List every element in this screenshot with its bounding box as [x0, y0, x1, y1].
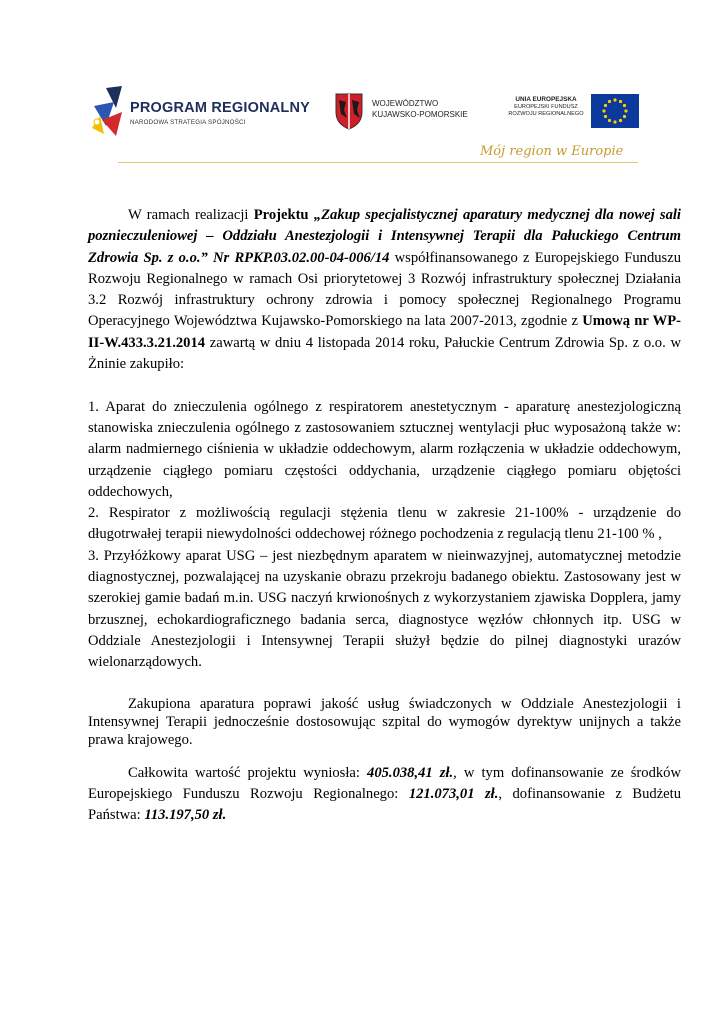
eu-line-2: EUROPEJSKI FUNDUSZ: [514, 103, 578, 110]
intro-text-1: W ramach realizacji: [128, 207, 254, 223]
list-item: 1. Aparat do znieczulenia ogólnego z respiratorem anestetycznym - aparaturę anestezjologiczną stanowiska znieczulenia ogólnego z zastosowaniem sztucznej wentylacji płuc wyposażoną także w: alarm nadmiernego ciśnienia w układzie oddechowym, alarm rozłączenia w układzie oddechowym, urządzenie ciągłego pomiaru częstości oddychania, urządzenie ciągłego pomiaru objętości oddechowych,: [88, 398, 681, 500]
total-cost: 405.038,41 zł.: [367, 764, 454, 781]
nss-emblem-icon: [92, 86, 128, 138]
eu-flag-icon: [591, 94, 639, 128]
efrr-cost: 121.073,01 zł.: [408, 786, 499, 803]
slogan: Mój region w Europie: [480, 144, 624, 159]
program-regionalny-logo: [92, 86, 311, 138]
region-line-1: WOJEWÓDZTWO: [372, 99, 439, 108]
project-title: „Zakup specjalistycznej aparatury medycznej dla nowej sali poznieczuleniowej – Oddziału Anestezjologii i Intensywnej Terapii dla Pałuckiego Centrum Zdrowia Sp. z o.o.” Nr RPKP.03.02.00-04-006/14: [88, 207, 681, 266]
document-body: [88, 205, 681, 827]
cost-paragraph: [88, 763, 681, 827]
project-label: Projektu: [253, 207, 314, 223]
cost-text-3: , dofinansowanie z Budżetu Państwa:: [88, 786, 682, 824]
list-item: 2. Respirator z możliwością regulacji stężenia tlenu w zakresie 21-100% - urządzenie do długotrwałej terapii niewydolności oddechowej różnego pochodzenia z regulacją tlenu 21-100 % ,: [88, 505, 681, 543]
region-line-2: KUJAWSKO-POMORSKIE: [372, 110, 468, 119]
program-title: PROGRAM REGIONALNY: [130, 100, 311, 116]
document-header: [0, 0, 725, 180]
intro-paragraph: [88, 205, 681, 375]
cost-text-1: Całkowita wartość projektu wyniosła:: [128, 764, 368, 781]
eu-line-3: ROZWOJU REGIONALNEGO: [508, 111, 584, 117]
eu-fund-logo: [505, 94, 640, 130]
agreement-number: Umową nr WP-II-W.433.3.21.2014: [88, 313, 681, 351]
coat-of-arms-icon: [334, 92, 364, 130]
kujawsko-pomorskie-logo: [334, 92, 484, 132]
cost-text-2: , w tym dofinansowanie ze środków Europejskiego Funduszu Rozwoju Regionalnego:: [88, 764, 681, 803]
header-divider: [118, 162, 638, 163]
intro-text-2: współfinansowanego z Europejskiego Funduszu Rozwoju Regionalnego w ramach Osi priorytetowej 3 Rozwój infrastruktury społecznej Działania 3.2 Rozwój infrastruktury ochrony zdrowia i pomocy społecznej Regionalnego Programu Operacyjnego Województwa Kujawsko-Pomorskiego na lata 2007-2013, zgodnie z: [88, 249, 682, 330]
eu-line-1: UNIA EUROPEJSKA: [515, 96, 577, 103]
list-item: 3. Przyłóżkowy aparat USG – jest niezbędnym aparatem w nieinwazyjnej, automatycznej metodzie diagnostycznej, pozwalającej na uzyskanie obrazu przekroju badanego obiektu. Zastosowany jest w szerokiej gamie badań m.in. USG naczyń krwionośnych z wykorzystaniem zjawiska Dopplera, jamy brzusznej, echokardiograficznego badania serca, diagnostyce węzłów chłonnych itp. USG w Oddziale Anestezjologii i Intensywnej Terapii służył będzie do pilnej diagnostyki urazów wielonarządowych.: [88, 547, 681, 671]
summary-paragraph: Zakupiona aparatura poprawi jakość usług świadczonych w Oddziale Anestezjologii i Intensywnej Terapii jednocześnie dostosowując szpital do wymogów dyrektyw unijnych a także prawa krajowego.: [88, 695, 681, 748]
program-subtitle: NARODOWA STRATEGIA SPÓJNOŚCI: [130, 119, 246, 126]
intro-text-3: zawartą w dniu 4 listopada 2014 roku, Pałuckie Centrum Zdrowia Sp. z o.o. w Żninie zakupiło:: [88, 334, 681, 373]
budget-cost: 113.197,50 zł.: [144, 807, 227, 824]
